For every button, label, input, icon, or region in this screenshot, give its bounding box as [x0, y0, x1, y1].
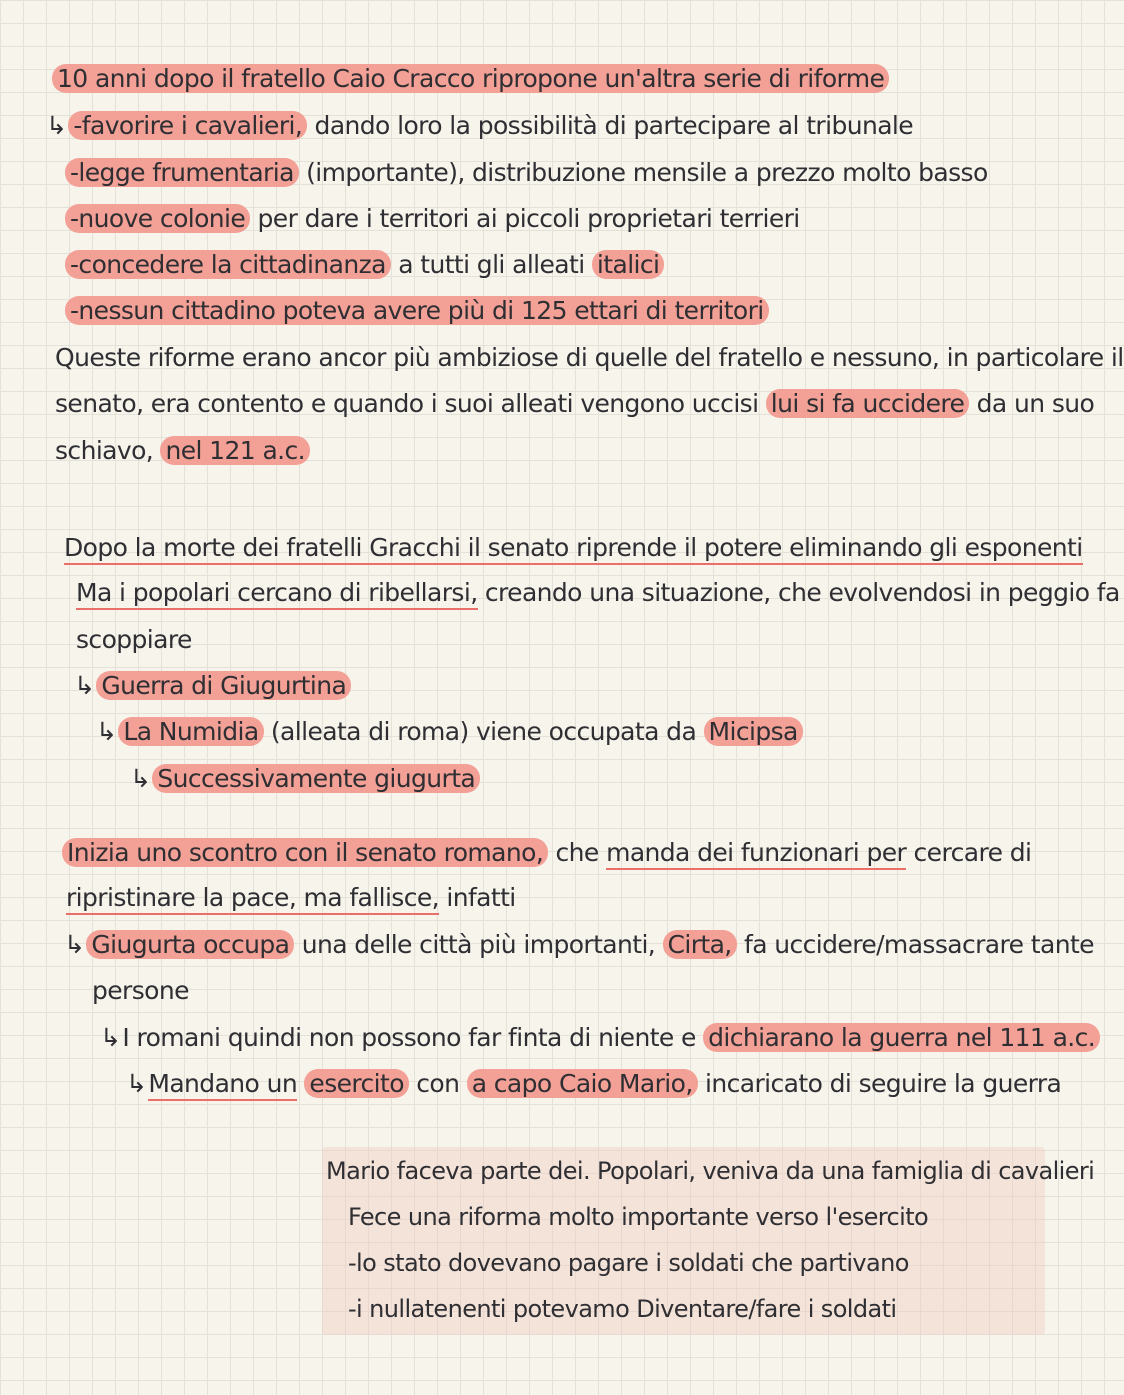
line-favorire-cavalieri: ↳ -favorire i cavalieri, dando loro la possibilità di partecipare al tribunale [46, 111, 914, 140]
underline: Mandano un [148, 1069, 297, 1101]
paragraph-line: senato, era contento e quando i suoi alleati vengono uccisi lui si fa uccidere da un suo [55, 389, 1095, 418]
line-popolari: Ma i popolari cercano di ribellarsi, creando una situazione, che evolvendosi in peggio fa [76, 577, 1120, 609]
arrow-icon: ↳ [96, 717, 117, 746]
highlight: Guerra di Giugurtina [96, 671, 351, 700]
note-line: -i nullatenenti potevamo Diventare/fare i soldati [348, 1295, 897, 1323]
highlight: Cirta, [663, 930, 737, 959]
line-mandano: ↳Mandano un esercito con a capo Caio Mario, incaricato di seguire la guerra [126, 1068, 1061, 1100]
arrow-icon: ↳ [126, 1069, 147, 1098]
underline: manda dei funzionari per [606, 838, 906, 870]
highlight: 10 anni dopo il fratello Caio Cracco ripropone un'altra serie di riforme [52, 64, 889, 93]
highlight: nel 121 a.c. [160, 436, 310, 465]
highlight: -legge frumentaria [65, 158, 299, 187]
highlight: esercito [304, 1069, 409, 1098]
line-giugurta-occupa: ↳ Giugurta occupa una delle città più importanti, Cirta, fa uccidere/massacrare tante [64, 930, 1094, 959]
highlight: lui si fa uccidere [766, 389, 970, 418]
paragraph-line: schiavo, nel 121 a.c. [55, 435, 310, 467]
arrow-icon: ↳ [46, 111, 67, 140]
line-ettari [65, 295, 769, 327]
highlight: Successivamente giugurta [152, 764, 480, 793]
highlight: -nuove colonie [65, 204, 250, 233]
line-nuove-colonie: -nuove colonie per dare i territori ai piccoli proprietari terrieri [65, 203, 800, 235]
highlight: -concedere la cittadinanza [65, 250, 391, 279]
note-line: -lo stato dovevano pagare i soldati che partivano [348, 1249, 909, 1277]
underline: ripristinare la pace, ma fallisce, [66, 883, 439, 915]
paragraph-line: Queste riforme erano ancor più ambiziose di quelle del fratello e nessuno, in particolare il [55, 343, 1124, 372]
highlight: Micipsa [704, 717, 803, 746]
highlight: Inizia uno scontro con il senato romano, [62, 838, 548, 867]
line-scontro-senato: Inizia uno scontro con il senato romano, che manda dei funzionari per cercare di [62, 837, 1031, 869]
underline: Ma i popolari cercano di ribellarsi, [76, 578, 478, 610]
arrow-icon: ↳ [64, 930, 85, 959]
arrow-icon: ↳ [74, 671, 95, 700]
underline: Dopo la morte dei fratelli Gracchi il senato riprende il potere eliminando gli esponenti [64, 533, 1083, 565]
line-guerra-giugurtina [74, 670, 351, 702]
note-line: Fece una riforma molto importante verso l'esercito [348, 1203, 929, 1231]
arrow-icon: ↳ [100, 1023, 121, 1052]
line-legge-frumentaria: -legge frumentaria (importante), distribuzione mensile a prezzo molto basso [65, 157, 988, 189]
line-cittadinanza: -concedere la cittadinanza a tutti gli alleati italici [65, 249, 664, 281]
line-gracco-intro [52, 63, 889, 95]
line-scoppiare: scoppiare [76, 625, 192, 654]
highlight: Giugurta occupa [86, 930, 294, 959]
line-persone: persone [92, 976, 189, 1005]
highlight: italici [592, 250, 664, 279]
line-successivamente [130, 763, 480, 795]
line-morte-gracchi [64, 532, 1083, 564]
line-ripristinare: ripristinare la pace, ma fallisce, infatti [66, 882, 516, 914]
highlight: a capo Caio Mario, [467, 1069, 698, 1098]
highlight: dichiarano la guerra nel 111 a.c. [703, 1023, 1100, 1052]
highlight: La Numidia [118, 717, 263, 746]
arrow-icon: ↳ [130, 764, 151, 793]
note-line: Mario faceva parte dei. Popolari, veniva da una famiglia di cavalieri [326, 1157, 1095, 1185]
line-romani: ↳I romani quindi non possono far finta di niente e dichiarano la guerra nel 111 a.c. [100, 1022, 1100, 1054]
line-numidia: ↳ La Numidia (alleata di roma) viene occupata da Micipsa [96, 716, 803, 748]
highlight: -favorire i cavalieri, [68, 111, 307, 140]
highlight: -nessun cittadino poteva avere più di 125 ettari di territori [65, 296, 769, 325]
